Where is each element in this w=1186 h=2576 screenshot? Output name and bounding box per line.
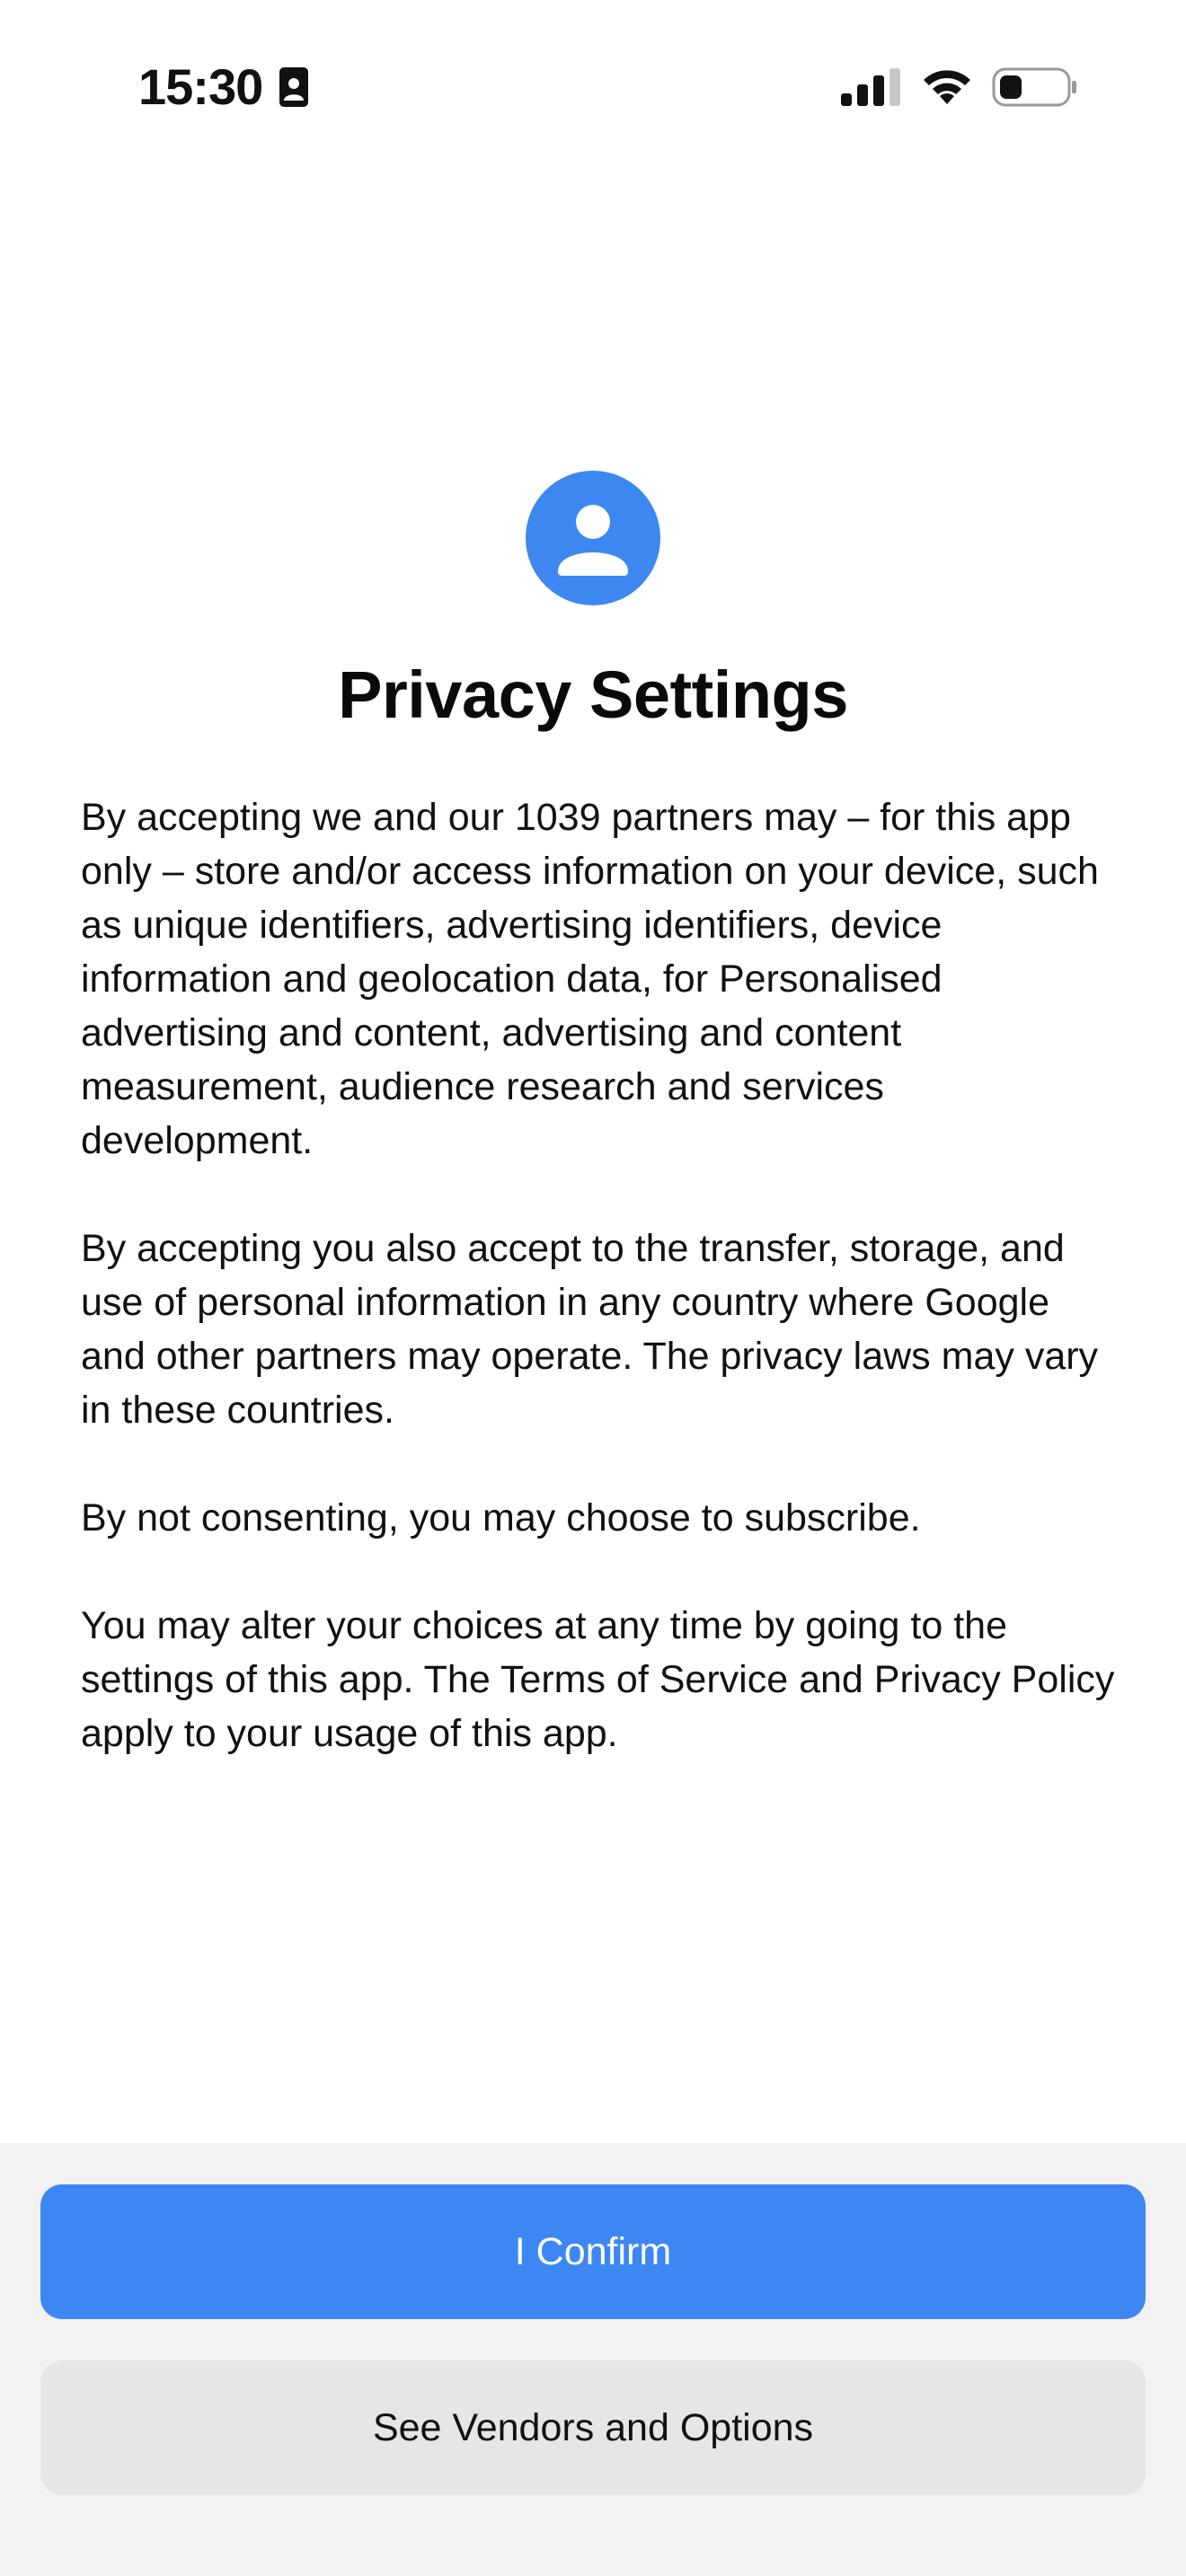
contact-card-icon <box>279 66 309 108</box>
see-vendors-button[interactable]: See Vendors and Options <box>40 2360 1146 2495</box>
action-footer <box>0 2143 1186 2576</box>
cellular-signal-icon <box>841 68 900 108</box>
page-title: Privacy Settings <box>338 657 848 732</box>
consent-paragraph: By not consenting, you may choose to subscribe. <box>81 1496 921 1539</box>
status-time: 15:30 <box>138 58 263 115</box>
person-icon <box>526 471 660 605</box>
battery-icon <box>992 66 1078 108</box>
status-bar <box>0 0 1186 171</box>
consent-text <box>81 790 1123 1814</box>
confirm-button[interactable]: I Confirm <box>40 2184 1146 2319</box>
consent-paragraph: By accepting you also accept to the transfer, storage, and use of personal information in any country where Google and other partners may operate. The privacy laws may vary in these countries. <box>81 1227 1099 1432</box>
consent-paragraph: By accepting we and our 1039 partners may – for this app only – store and/or access information on your device, such as unique identifiers, advertising identifiers, device information and geolocation data, for Personalised advertising and content, advertising and content measurement, audience research and services development. <box>81 796 1099 1162</box>
consent-paragraph: You may alter your choices at any time by going to the settings of this app. The Terms of Service and Privacy Policy apply to your usage of this app. <box>81 1604 1115 1755</box>
wifi-icon <box>920 65 974 106</box>
